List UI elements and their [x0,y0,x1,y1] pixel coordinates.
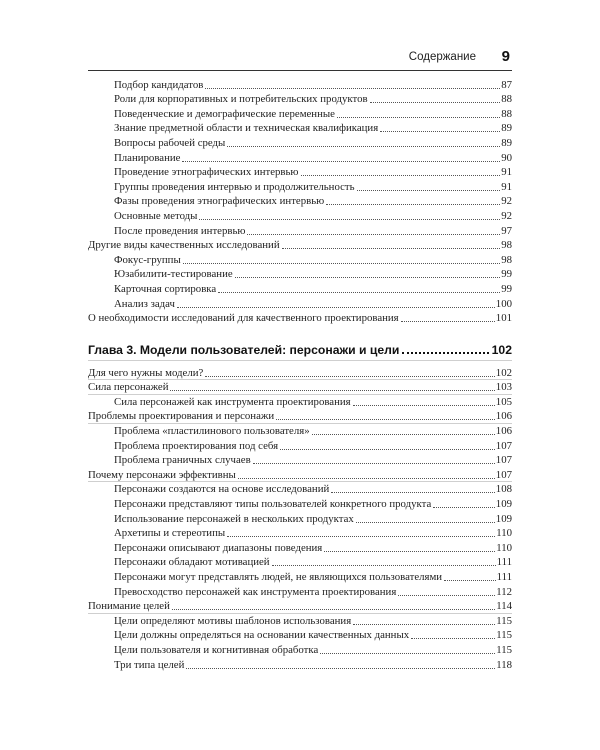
toc-entry [88,121,512,136]
toc-entry-page: 90 [501,151,512,164]
toc-entry [88,179,512,194]
dot-leader [205,376,495,377]
toc-entry-page: 98 [501,253,512,266]
toc-entry [88,223,512,238]
toc-entry-page: 100 [495,297,512,310]
toc-entry-page: 101 [495,312,512,325]
dot-leader [337,117,500,118]
toc-entry-title: Цели пользователя и когнитивная обработка [114,643,319,656]
toc-entry [88,394,512,409]
toc-entry-title: Основные методы [114,209,198,222]
toc-entry-page: 89 [501,122,512,135]
toc-entry [88,150,512,165]
toc-entry-page: 107 [495,439,512,452]
dot-leader [186,668,495,669]
chapter-heading [88,337,512,357]
toc-entry-title: Персонажи представляют типы пользователей конкретного продукта [114,498,432,511]
toc-entry-title: Проблема «пластилинового пользователя» [114,425,310,438]
toc-entry [88,77,512,92]
toc-entry-title: Знание предметной области и техническая квалификация [114,122,379,135]
toc-entry-title: Превосходство персонажей как инструмента проектирования [114,585,397,598]
toc-entry-title: Персонажи могут представлять людей, не являющихся пользователями [114,571,443,583]
dot-leader [326,204,500,205]
toc-entry-title: Персонажи создаются на основе исследований [114,483,330,496]
toc-entry [88,267,512,282]
dot-leader [218,292,500,293]
toc-entry [88,281,512,296]
toc-entry-title: Почему персонажи эффективны [88,468,236,481]
dot-leader [235,277,501,278]
toc-entry [88,467,512,482]
toc-section-bottom [88,365,512,671]
toc-entry-title: Группы проведения интервью и продолжительность [114,180,355,193]
toc-entry-title: Цели определяют мотивы шаблонов использования [114,614,352,627]
dot-leader [331,492,495,493]
toc-entry-page: 106 [495,425,512,438]
toc-entry [88,599,512,614]
toc-entry [88,311,512,326]
toc-entry-title: Роли для корпоративных и потребительских продуктов [114,93,368,106]
toc-entry [88,453,512,468]
toc-entry-title: Юзабилити-тестирование [114,268,233,281]
dot-leader [172,609,495,610]
toc-entry-page: 106 [495,410,512,423]
toc-entry [88,569,512,584]
toc-entry [88,194,512,209]
toc-entry-title: Понимание целей [88,600,170,613]
toc-entry [88,106,512,121]
toc-entry-page: 97 [501,224,512,237]
dot-leader [356,522,495,523]
toc-entry-title: Карточная сортировка [114,282,217,295]
toc-entry [88,657,512,672]
dot-leader [205,88,500,89]
toc-entry-title: Фазы проведения этнографических интервью [114,195,325,208]
toc-entry-title: Цели должны определяться на основании качественных данных [114,629,410,642]
dot-leader [357,190,501,191]
dot-leader [272,565,496,566]
dot-leader [301,175,501,176]
toc-entry-page: 98 [501,239,512,252]
toc-entry-page: 118 [496,658,512,671]
toc-entry-page: 88 [501,107,512,120]
toc-section-top [88,77,512,325]
toc-entry-title: Фокус-группы [114,253,181,266]
toc-entry-page: 92 [501,209,512,222]
toc-entry-page: 105 [495,395,512,408]
toc-entry-page: 91 [501,166,512,179]
toc-entry-title: Подбор кандидатов [114,78,204,91]
page-number: 9 [501,48,510,65]
dot-leader [177,307,495,308]
toc-entry-page: 99 [501,268,512,281]
toc-entry-title: Проблема проектирования под себя [114,439,279,452]
dot-leader [320,653,495,654]
dot-leader [199,219,500,220]
toc-entry [88,482,512,497]
toc-entry [88,642,512,657]
toc-entry-page: 99 [501,282,512,295]
toc-entry-title: Сила персонажей как инструмента проектирования [114,395,351,408]
dot-leader [238,478,495,479]
dot-leader [227,146,500,147]
toc-entry-title: Проблемы проектирования и персонажи [88,410,275,423]
chapter-page: 102 [491,343,512,358]
toc-entry-title: Анализ задач [114,297,175,310]
toc-entry [88,540,512,555]
toc-entry-page: 89 [501,136,512,149]
toc-entry-title: Персонажи описывают диапазоны поведения [114,541,323,554]
toc-entry-page: 109 [495,498,512,511]
toc-entry [88,296,512,311]
dot-leader [402,352,488,354]
toc-entry-page: 87 [501,78,512,91]
toc-entry [88,409,512,424]
dot-leader [370,102,501,103]
dot-leader [324,551,495,552]
dot-leader [433,507,495,508]
toc-entry-title: Проблема граничных случаев [114,454,251,467]
toc-entry-page: 102 [495,366,512,379]
toc-entry-page: 115 [496,643,512,656]
dot-leader [353,624,495,625]
toc-entry-title: О необходимости исследований для качественного проектирования [88,312,399,325]
dot-leader [170,390,494,391]
toc-entry [88,555,512,570]
toc-entry-title: Использование персонажей в нескольких продуктах [114,512,354,525]
toc-entry-page: 92 [501,195,512,208]
toc-entry-page: 107 [495,468,512,481]
toc-entry-page: 103 [495,381,512,394]
toc-entry [88,628,512,643]
dot-leader [280,449,495,450]
dot-leader [380,131,500,132]
toc-entry [88,496,512,511]
dot-leader [401,321,495,322]
toc-entry-title: Проведение этнографических интервью [114,166,299,179]
toc-entry-title: Три типа целей [114,658,185,671]
toc-entry [88,165,512,180]
dot-leader [253,463,495,464]
toc-entry-page: 88 [501,93,512,106]
toc-entry-page: 110 [496,541,512,554]
toc-entry [88,252,512,267]
toc-entry-page: 111 [496,571,512,583]
chapter-title: Глава 3. Модели пользователей: персонажи и цели [88,343,400,358]
toc-entry [88,511,512,526]
dot-leader [282,248,501,249]
running-header-title: Содержание [408,51,476,63]
toc-entry [88,92,512,107]
dot-leader [312,434,495,435]
running-header [88,44,512,71]
toc-entry-page: 112 [496,585,512,598]
dot-leader [411,638,495,639]
table-of-contents [88,77,512,672]
toc-entry [88,613,512,628]
dot-leader [183,263,501,264]
toc-entry [88,526,512,541]
dot-leader [276,419,495,420]
toc-entry-page: 91 [501,180,512,193]
toc-entry-title: Для чего нужны модели? [88,366,204,379]
toc-entry [88,365,512,380]
toc-entry-title: Сила персонажей [88,381,169,394]
toc-entry [88,238,512,253]
toc-entry-page: 109 [495,512,512,525]
toc-entry [88,423,512,438]
toc-entry-title: Поведенческие и демографические переменные [114,107,335,120]
toc-entry-title: Планирование [114,151,181,164]
toc-entry-page: 108 [495,483,512,496]
dot-leader [353,405,495,406]
dot-leader [398,595,495,596]
dot-leader [247,234,500,235]
toc-entry [88,438,512,453]
dot-leader [444,580,496,581]
toc-entry-title: Персонажи обладают мотивацией [114,556,270,569]
dot-leader [182,161,500,162]
toc-entry-title: Другие виды качественных исследований [88,239,280,252]
toc-entry-page: 115 [496,629,512,642]
toc-entry [88,135,512,150]
toc-entry-page: 114 [496,600,512,613]
toc-entry-title: После проведения интервью [114,224,246,237]
dot-leader [227,536,495,537]
toc-entry [88,380,512,395]
toc-entry [88,208,512,223]
toc-entry [88,584,512,599]
toc-entry-page: 111 [496,556,512,569]
toc-entry-title: Вопросы рабочей среды [114,136,226,149]
toc-entry-title: Архетипы и стереотипы [114,527,226,540]
toc-entry-page: 107 [495,454,512,467]
toc-entry-page: 110 [496,527,512,540]
toc-entry-page: 115 [496,614,512,627]
